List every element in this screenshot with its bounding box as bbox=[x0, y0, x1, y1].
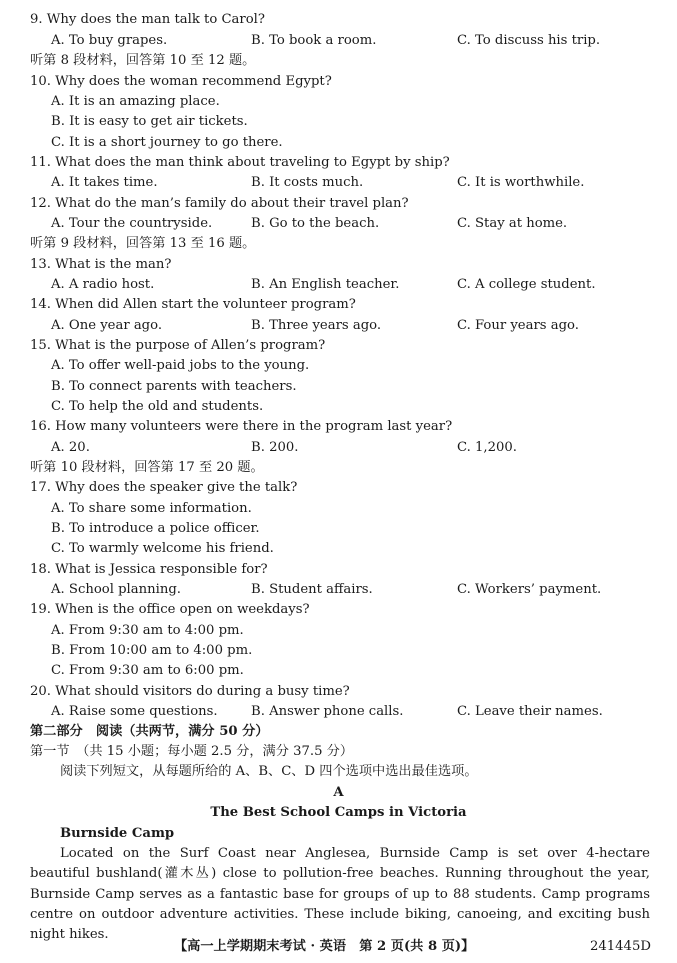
q17-option-c: C. To warmly welcome his friend. bbox=[51, 541, 274, 556]
q15-option-b: B. To connect parents with teachers. bbox=[51, 379, 297, 394]
q12-option-c: C. Stay at home. bbox=[457, 216, 568, 231]
q15-option-c: C. To help the old and students. bbox=[51, 399, 264, 414]
q16-option-c: C. 1,200. bbox=[457, 440, 517, 455]
passage-title: The Best School Camps in Victoria bbox=[210, 805, 467, 820]
question-20: 20. What should visitors do during a busy time? bbox=[30, 684, 350, 699]
question-12: 12. What do the man’s family do about their travel plan? bbox=[30, 196, 409, 211]
question-13: 13. What is the man? bbox=[30, 257, 172, 272]
q10-option-a: A. It is an amazing place. bbox=[51, 94, 220, 109]
q16-option-a: A. 20. bbox=[51, 440, 90, 455]
q17-option-a: A. To share some information. bbox=[51, 501, 252, 516]
q14-option-b: B. Three years ago. bbox=[251, 318, 382, 333]
segment-8-instruction: 听第 8 段材料，回答第 10 至 12 题。 bbox=[30, 53, 256, 68]
q18-option-c: C. Workers’ payment. bbox=[457, 582, 602, 597]
q16-option-b: B. 200. bbox=[251, 440, 299, 455]
q12-option-a: A. Tour the countryside. bbox=[51, 216, 213, 231]
q12-option-b: B. Go to the beach. bbox=[251, 216, 380, 231]
q13-option-a: A. A radio host. bbox=[51, 277, 155, 292]
passage-subtitle: Burnside Camp bbox=[60, 826, 175, 841]
footer-label: 【高一上学期期末考试 · 英语 第 2 页(共 8 页)】 bbox=[174, 939, 475, 954]
q19-option-c: C. From 9:30 am to 6:00 pm. bbox=[51, 663, 244, 678]
q11-option-a: A. It takes time. bbox=[51, 175, 158, 190]
question-18: 18. What is Jessica responsible for? bbox=[30, 562, 268, 577]
q11-option-b: B. It costs much. bbox=[251, 175, 364, 190]
question-9: 9. Why does the man talk to Carol? bbox=[30, 12, 265, 27]
question-19: 19. When is the office open on weekdays? bbox=[30, 602, 310, 617]
question-15: 15. What is the purpose of Allen’s program? bbox=[30, 338, 326, 353]
question-11: 11. What does the man think about traveling to Egypt by ship? bbox=[30, 155, 450, 170]
question-16: 16. How many volunteers were there in the program last year? bbox=[30, 419, 453, 434]
q11-option-c: C. It is worthwhile. bbox=[457, 175, 585, 190]
passage-letter: A bbox=[333, 785, 344, 800]
question-17: 17. Why does the speaker give the talk? bbox=[30, 480, 298, 495]
q14-option-c: C. Four years ago. bbox=[457, 318, 579, 333]
section-one-heading: 第一节 （共 15 小题；每小题 2.5 分，满分 37.5 分） bbox=[30, 744, 354, 759]
q13-option-c: C. A college student. bbox=[457, 277, 596, 292]
q10-option-b: B. It is easy to get air tickets. bbox=[51, 114, 248, 129]
q20-option-b: B. Answer phone calls. bbox=[251, 704, 404, 719]
reading-instruction: 阅读下列短文，从每题所给的 A、B、C、D 四个选项中选出最佳选项。 bbox=[60, 764, 478, 779]
segment-9-instruction: 听第 9 段材料，回答第 13 至 16 题。 bbox=[30, 236, 256, 251]
q20-option-c: C. Leave their names. bbox=[457, 704, 603, 719]
passage-body: Located on the Surf Coast near Anglesea, Burnside Camp is set over 4-hectare beautiful bushland(灌木丛) close to pollution-free beaches. Running throughout the year, Burnside Camp serves as a fantastic base for groups of up to 88 students. Camp programs centre on outdoor adventure activities. These include biking, canoeing, and exciting bush night hikes. bbox=[30, 846, 650, 943]
part-two-heading: 第二部分 阅读（共两节，满分 50 分） bbox=[30, 724, 269, 739]
q14-option-a: A. One year ago. bbox=[51, 318, 163, 333]
q20-option-a: A. Raise some questions. bbox=[51, 704, 218, 719]
q15-option-a: A. To offer well-paid jobs to the young. bbox=[51, 358, 310, 373]
q9-option-a: A. To buy grapes. bbox=[51, 33, 168, 48]
exam-code: 241445D bbox=[590, 939, 651, 954]
q9-option-c: C. To discuss his trip. bbox=[457, 33, 601, 48]
page-footer bbox=[0, 937, 677, 957]
question-14: 14. When did Allen start the volunteer program? bbox=[30, 297, 356, 312]
q13-option-b: B. An English teacher. bbox=[251, 277, 400, 292]
segment-10-instruction: 听第 10 段材料，回答第 17 至 20 题。 bbox=[30, 460, 264, 475]
question-10: 10. Why does the woman recommend Egypt? bbox=[30, 74, 332, 89]
q19-option-b: B. From 10:00 am to 4:00 pm. bbox=[51, 643, 253, 658]
q17-option-b: B. To introduce a police officer. bbox=[51, 521, 260, 536]
q18-option-a: A. School planning. bbox=[51, 582, 181, 597]
q18-option-b: B. Student affairs. bbox=[251, 582, 373, 597]
q19-option-a: A. From 9:30 am to 4:00 pm. bbox=[51, 623, 244, 638]
q9-option-b: B. To book a room. bbox=[251, 33, 377, 48]
q10-option-c: C. It is a short journey to go there. bbox=[51, 135, 283, 150]
